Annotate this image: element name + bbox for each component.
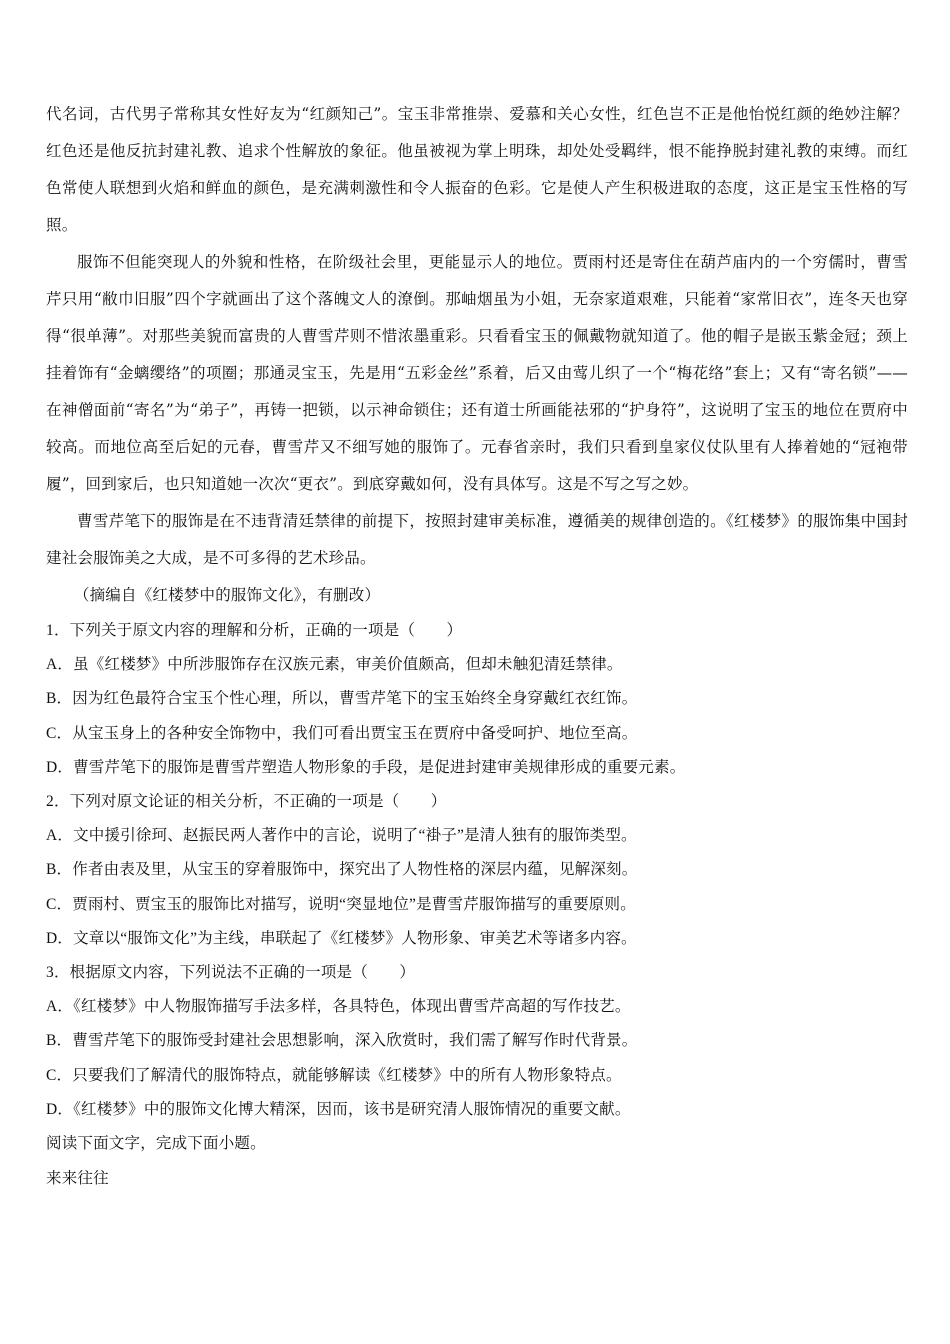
question-stem: 3．根据原文内容，下列说法不正确的一项是（ ） (46, 964, 416, 982)
question-option: B．因为红色最符合宝玉个性心理，所以，曹雪芹笔下的宝玉始终全身穿戴红衣红饰。 (46, 690, 638, 708)
question-option: C．从宝玉身上的各种安全饰物中，我们可看出贾宝玉在贾府中备受呵护、地位至高。 (46, 724, 638, 742)
article-paragraph-2: 服饰不但能突现人的外貌和性格，在阶级社会里，更能显示人的地位。贾雨村还是寄住在葫芦庙内的一个穷儒时，曹雪芹只用“敝巾旧服”四个字就画出了这个落魄文人的潦倒。那岫烟虽为小姐，无奈家道艰难，只能着“家常旧衣”，连冬天也穿得“很单薄”。对那些美貌而富贵的人曹雪芹则不惜浓墨重彩。只看看宝玉的佩戴物就知道了。他的帽子是嵌玉紫金冠；颈上挂着饰有“金螭缨络”的项圈；那通灵宝玉，先是用“五彩金丝”系着，后又由莺儿织了一个“梅花络”套上；又有“寄名锁”——在神僧面前“寄名”为“弟子”，再铸一把锁，以示神命锁住；还有道士所画能祛邪的“护身符”，这说明了宝玉的地位在贾府中较高。而地位高至后妃的元春，曹雪芹又不细写她的服饰了。元春省亲时，我们只看到皇家仪仗队里有人捧着她的“冠袍带履”，回到家后，也只知道她一次次“更衣”。到底穿戴如何，没有具体写。这是不写之写之妙。 (46, 253, 908, 493)
reading-instruction: 阅读下面文字，完成下面小题。 (46, 1135, 266, 1153)
question-option: B．曹雪芹笔下的服饰受封建社会思想影响，深入欣赏时，我们需了解写作时代背景。 (46, 1032, 638, 1050)
question-option: D．《红楼梦》中的服饰文化博大精深，因而，该书是研究清人服饰情况的重要文献。 (46, 1100, 631, 1118)
question-option: A．文中援引徐珂、赵振民两人著作中的言论，说明了“褂子”是清人独有的服饰类型。 (46, 827, 637, 845)
question-1 (46, 614, 908, 785)
document-body (46, 96, 908, 1195)
question-option: C．贾雨村、贾宝玉的服饰比对描写，说明“突显地位”是曹雪芹服饰描写的重要原则。 (46, 895, 636, 913)
question-3 (46, 956, 908, 1127)
article-paragraph-3: 曹雪芹笔下的服饰是在不违背清廷禁律的前提下，按照封建审美标准，遵循美的规律创造的。《红楼梦》的服饰集中国封建社会服饰美之大成，是不可多得的艺术珍品。 (46, 512, 908, 567)
question-list (46, 614, 908, 1161)
question-option: B．作者由表及里，从宝玉的穿着服饰中，探究出了人物性格的深层内蕴，见解深刻。 (46, 861, 638, 879)
article-source-note: （摘编自《红楼梦中的服饰文化》，有删改） (73, 586, 381, 604)
question-option: A．《红楼梦》中人物服饰描写手法多样，各具特色，体现出曹雪芹高超的写作技艺。 (46, 998, 631, 1016)
question-option: D．文章以“服饰文化”为主线，串联起了《红楼梦》人物形象、审美艺术等诸多内容。 (46, 929, 637, 947)
article-paragraph-1: 代名词，古代男子常称其女性好友为“红颜知己”。宝玉非常推崇、爱慕和关心女性，红色岂不正是他怡悦红颜的绝妙注解？红色还是他反抗封建礼教、追求个性解放的象征。他虽被视为掌上明珠，却处处受羁绊，恨不能挣脱封建礼教的束缚。而红色常使人联想到火焰和鲜血的颜色，是充满刺激性和令人振奋的色彩。它是使人产生积极进取的态度，这正是宝玉性格的写照。 (46, 105, 908, 234)
question-option: C．只要我们了解清代的服饰特点，就能够解读《红楼梦》中的所有人物形象特点。 (46, 1066, 622, 1084)
question-stem: 1．下列关于原文内容的理解和分析，正确的一项是（ ） (46, 622, 463, 639)
question-option: D．曹雪芹笔下的服饰是曹雪芹塑造人物形象的手段，是促进封建审美规律形成的重要元素。 (46, 758, 686, 776)
question-option: A．虽《红楼梦》中所涉服饰存在汉族元素，审美价值颇高，但却未触犯清廷禁律。 (46, 656, 623, 674)
question-2 (46, 785, 908, 956)
question-stem: 2．下列对原文论证的相关分析，不正确的一项是（ ） (46, 793, 447, 811)
next-passage-title: 来来往往 (46, 1169, 109, 1188)
